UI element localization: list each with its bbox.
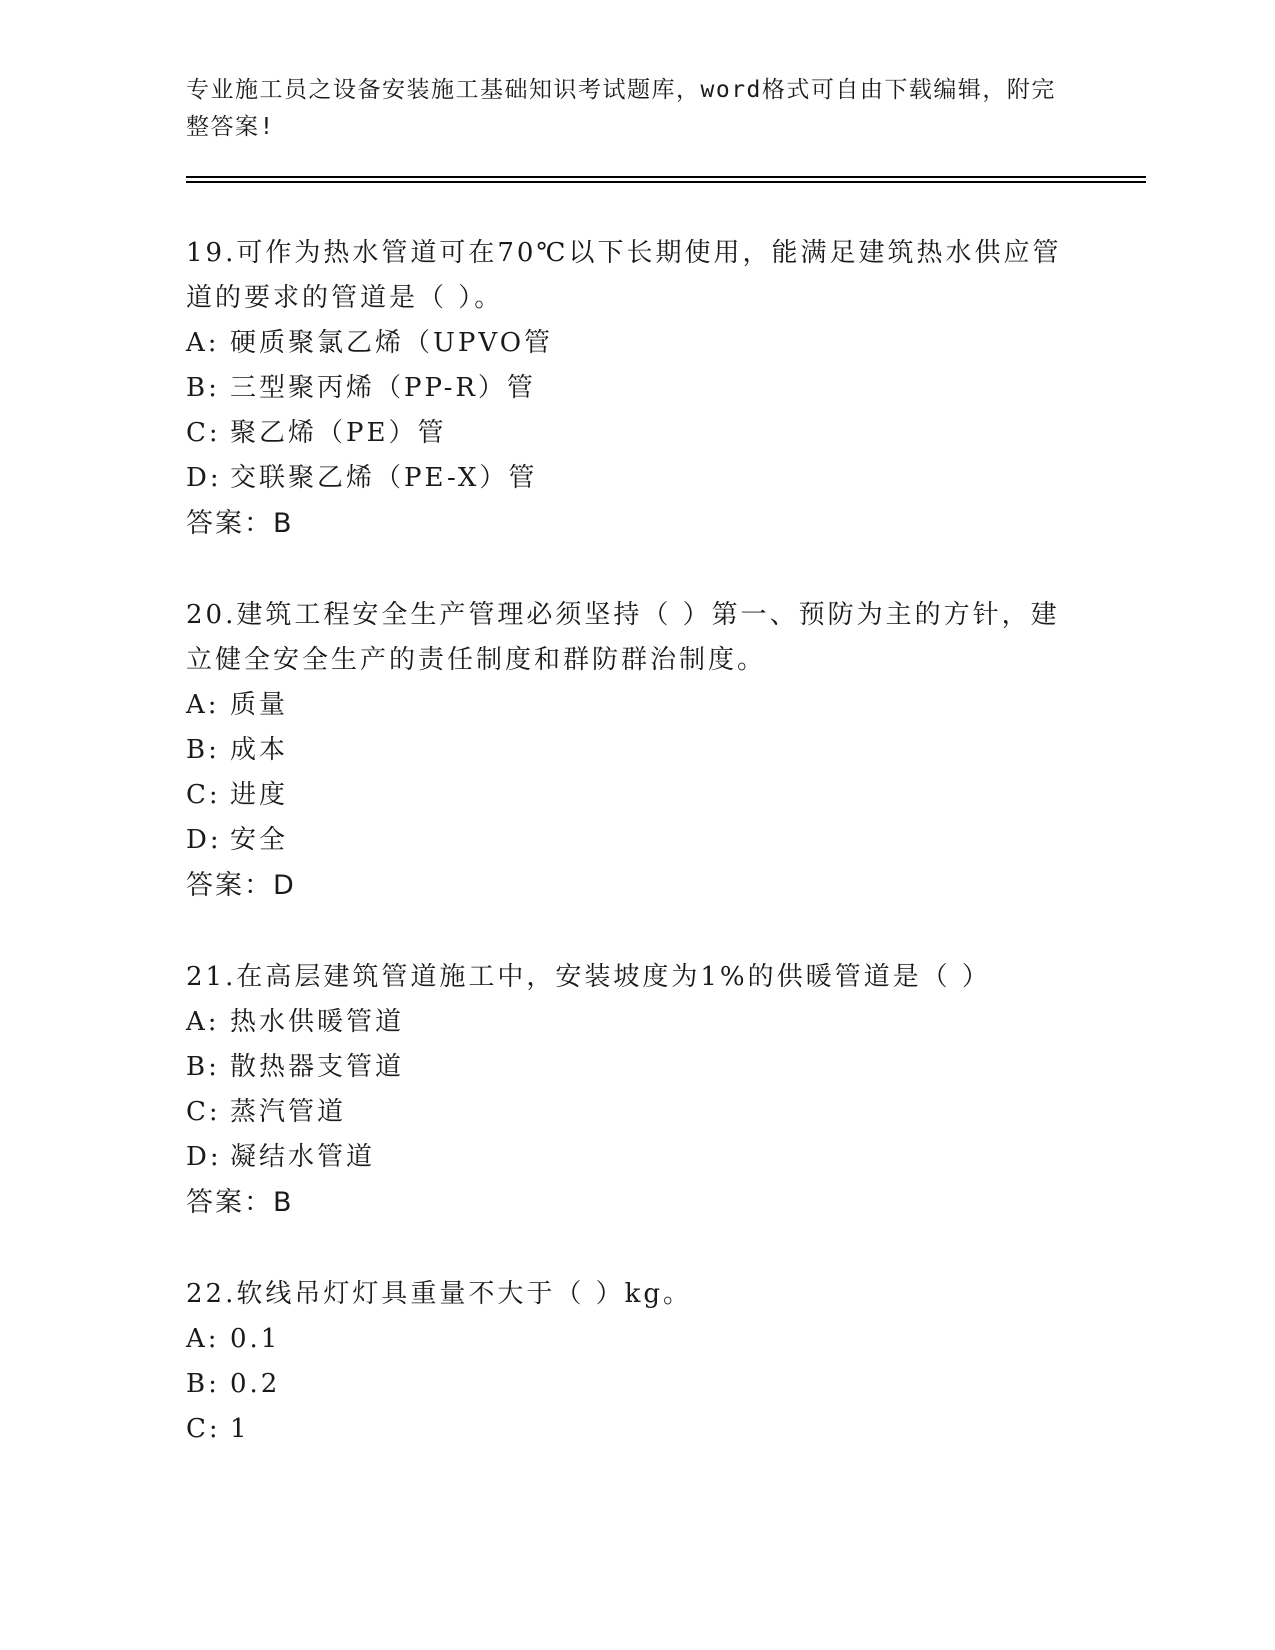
question-20 bbox=[186, 593, 1086, 908]
option-text: 安全 bbox=[230, 825, 289, 855]
option-b bbox=[186, 366, 1086, 411]
question-19 bbox=[186, 231, 1086, 546]
option-text: 硬质聚氯乙烯（UPVO管 bbox=[230, 328, 554, 358]
option-key: D: bbox=[186, 1142, 222, 1172]
option-text: 蒸汽管道 bbox=[230, 1097, 347, 1127]
option-text: 三型聚丙烯（PP-R）管 bbox=[230, 373, 536, 403]
option-text: 交联聚乙烯（PE-X）管 bbox=[230, 463, 538, 493]
option-text: 散热器支管道 bbox=[230, 1052, 405, 1082]
question-text: 21.在高层建筑管道施工中，安装坡度为1%的供暖管道是（ ） bbox=[186, 962, 991, 992]
header-rule-bottom bbox=[186, 181, 1146, 183]
option-c bbox=[186, 1407, 1086, 1452]
option-b bbox=[186, 1362, 1086, 1407]
document-header: 专业施工员之设备安装施工基础知识考试题库，word格式可自由下载编辑，附完整答案! bbox=[186, 77, 1056, 140]
option-b bbox=[186, 728, 1086, 773]
option-text: 0.2 bbox=[230, 1369, 281, 1399]
option-key: A: bbox=[186, 328, 220, 358]
option-d bbox=[186, 456, 1086, 501]
option-key: D: bbox=[186, 463, 222, 493]
answer-label: 答案：B bbox=[186, 508, 294, 539]
answer-label: 答案：D bbox=[186, 870, 296, 901]
answer-label: 答案：B bbox=[186, 1187, 294, 1218]
option-key: B: bbox=[186, 735, 220, 765]
option-key: C: bbox=[186, 1097, 221, 1127]
option-c bbox=[186, 411, 1086, 456]
option-d bbox=[186, 1135, 1086, 1180]
option-b bbox=[186, 1045, 1086, 1090]
option-key: A: bbox=[186, 1007, 220, 1037]
option-a bbox=[186, 321, 1086, 366]
option-key: C: bbox=[186, 418, 221, 448]
option-key: D: bbox=[186, 825, 222, 855]
option-key: A: bbox=[186, 690, 220, 720]
option-text: 热水供暖管道 bbox=[230, 1007, 405, 1037]
option-text: 凝结水管道 bbox=[230, 1142, 376, 1172]
question-text: 20.建筑工程安全生产管理必须坚持（ ）第一、预防为主的方针，建立健全安全生产的责任制度和群防群治制度。 bbox=[186, 600, 1060, 675]
question-22 bbox=[186, 1272, 1086, 1452]
option-text: 1 bbox=[230, 1414, 250, 1444]
option-a bbox=[186, 683, 1086, 728]
option-c bbox=[186, 1090, 1086, 1135]
option-text: 成本 bbox=[230, 735, 289, 765]
option-text: 进度 bbox=[230, 780, 289, 810]
option-key: B: bbox=[186, 373, 220, 403]
question-text: 19.可作为热水管道可在70℃以下长期使用，能满足建筑热水供应管道的要求的管道是（ ）。 bbox=[186, 238, 1062, 313]
option-key: B: bbox=[186, 1369, 220, 1399]
option-key: C: bbox=[186, 780, 221, 810]
question-21 bbox=[186, 955, 1086, 1225]
option-c bbox=[186, 773, 1086, 818]
option-key: A: bbox=[186, 1324, 220, 1354]
option-key: C: bbox=[186, 1414, 221, 1444]
question-text: 22.软线吊灯灯具重量不大于（ ）kg。 bbox=[186, 1279, 693, 1309]
option-text: 0.1 bbox=[230, 1324, 281, 1354]
option-a bbox=[186, 1000, 1086, 1045]
option-d bbox=[186, 818, 1086, 863]
header-rule-top bbox=[186, 176, 1146, 178]
option-key: B: bbox=[186, 1052, 220, 1082]
option-a bbox=[186, 1317, 1086, 1362]
option-text: 聚乙烯（PE）管 bbox=[230, 418, 447, 448]
option-text: 质量 bbox=[230, 690, 289, 720]
